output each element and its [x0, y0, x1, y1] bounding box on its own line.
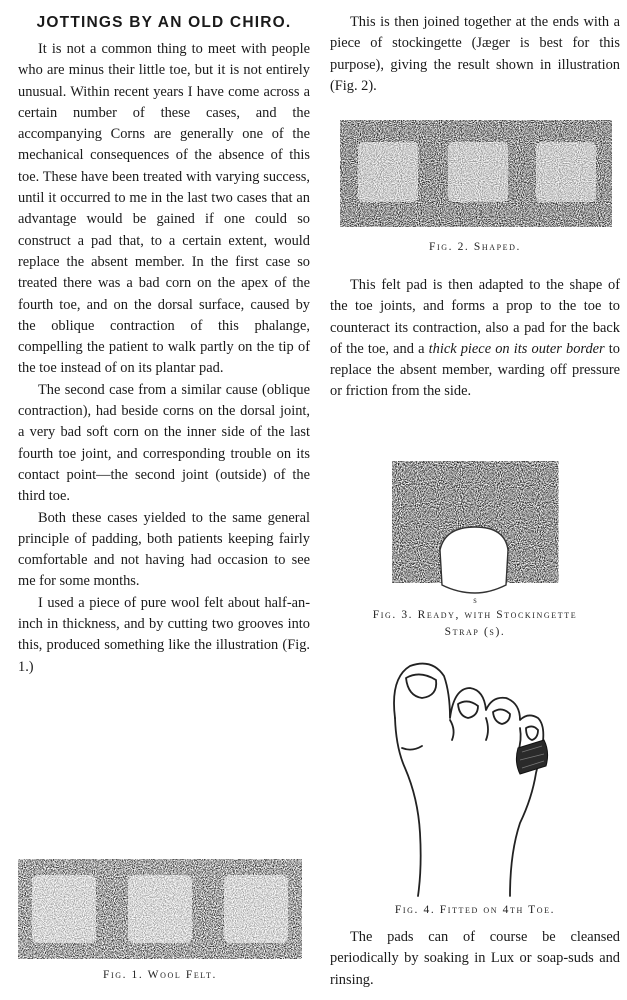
left-column	[18, 12, 310, 678]
right-paragraph-2-emphasis: thick piece on its outer border	[428, 340, 605, 357]
paragraph-3: Both these cases yielded to the same general principle of padding, both patients keeping fairly comfortable and not having had occasion to see me for some months.	[18, 509, 310, 590]
figure-1-caption: Fig. 1. Wool Felt.	[102, 969, 218, 981]
paragraph-2: The second case from a similar cause (oblique contraction), had beside corns on the dorsal joint, a very bad soft corn on the inner side of the last fourth toe joint, and corresponding trouble on its contact point—the second joint (outside) of the third toe.	[18, 381, 310, 505]
right-paragraph-3: The pads can of course be cleansed periodically by soaking in Lux or soap-suds and rinsing.	[330, 929, 620, 988]
figure-3-caption-line-2: Strap (s).	[444, 626, 506, 638]
right-paragraph-2-part-b: to replace the absent member, warding off pressure or friction from the side.	[330, 340, 620, 400]
figure-2	[330, 112, 620, 256]
figure-4	[360, 648, 590, 919]
wool-felt-illustration	[10, 853, 310, 963]
figure-4-caption: Fig. 4. Fitted on 4th Toe.	[394, 904, 556, 916]
figure-1	[10, 853, 310, 984]
right-text-block-2	[330, 275, 620, 403]
right-paragraph-2	[330, 275, 620, 403]
right-paragraph-2-part-a: This felt pad is then adapted to the shape of the toe joints, and forms a prop to the toe to counteract its contraction, also a pad for the back of the toe, and a	[330, 277, 620, 357]
paragraph-1: It is not a common thing to meet with people who are minus their little toe, but it is not entirely unusual. Within recent years I have come across a certain number of these cases, and the accompanying Corns are generally one of the mechanical consequences of the absence of this toe. These have been treated with varying success, until it occurred to me in the last two cases that an advantage would be gained if one could so construct a pad that, to a certain extent, would replace the absent member. In the first case so treated there was a bad corn on the apex of the fourth toe, and on the dorsal surface, caused by the oblique contraction of this phalange, compelling the patient to walk partly on the tip of the toe instead of on its plantar pad.	[18, 41, 310, 377]
figure-2-caption: Fig. 2. Shaped.	[428, 241, 522, 253]
figure-3	[330, 455, 620, 641]
pad-with-strap-illustration	[330, 455, 620, 605]
right-paragraph-1: This is then joined together at the ends with a piece of stockingette (Jæger is best for this purpose), giving the result shown in illustration (Fig. 2).	[330, 14, 620, 94]
strap-label: s	[473, 595, 477, 605]
right-text-block-3	[330, 927, 620, 991]
shaped-pad-illustration	[330, 112, 620, 237]
article-title: JOTTINGS BY AN OLD CHIRO.	[36, 14, 292, 31]
right-column	[330, 12, 620, 97]
figure-3-caption-line-1: Fig. 3. Ready, with Stockingette	[372, 609, 578, 621]
foot-illustration	[360, 648, 590, 898]
paragraph-4: I used a piece of pure wool felt about half-an-inch in thickness, and by cutting two grooves into this, produced something like the illustration (Fig. 1.)	[18, 594, 310, 675]
